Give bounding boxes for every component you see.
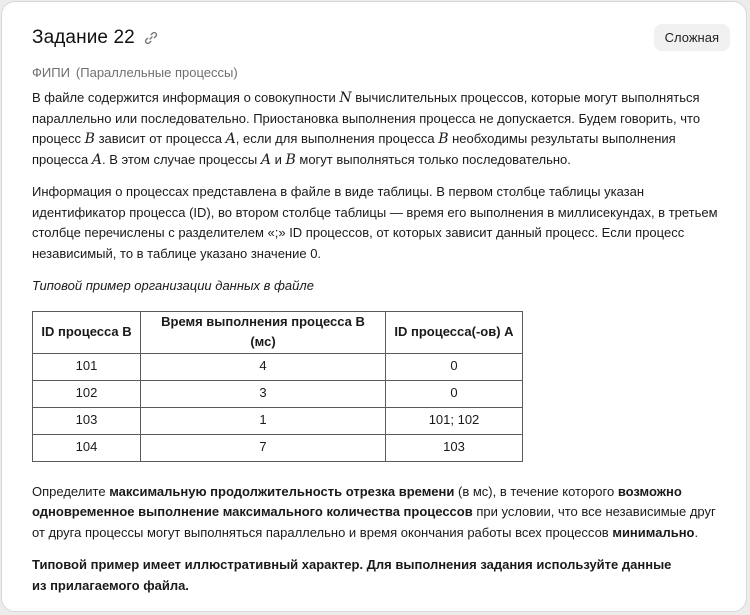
task-header xyxy=(32,24,730,51)
table-cell: 103 xyxy=(386,434,523,461)
source-name: ФИПИ xyxy=(32,65,70,80)
title-wrap xyxy=(32,27,158,49)
intro-text: , если для выполнения процесса xyxy=(235,131,439,146)
table-cell: 4 xyxy=(141,353,386,380)
note-text: Типовой пример имеет иллюстративный характер. Для выполнения задания используйте данные xyxy=(32,557,672,572)
question-text: от друга процессы могут выполняться параллельно и время окончания работы всех процессов xyxy=(32,524,613,540)
table-cell: 102 xyxy=(33,380,141,407)
difficulty-badge: Сложная xyxy=(654,24,730,51)
intro-text: В файле содержится информация о совокупности xyxy=(32,90,340,105)
table-cell: 1 xyxy=(141,407,386,434)
info-text: независимый, то в таблице указано значение 0. xyxy=(32,245,322,261)
intro-text: могут выполняться только последовательно. xyxy=(295,151,571,167)
table-cell: 0 xyxy=(386,353,523,380)
var-a: A xyxy=(225,131,236,147)
note-paragraph xyxy=(32,555,732,596)
info-text: столбце перечислены с разделителем «;» ID процессов, от которых зависит данный процесс. Если процесс xyxy=(32,225,685,240)
task-content xyxy=(32,88,732,596)
table-cell: 3 xyxy=(141,380,386,407)
task-title: Задание 22 xyxy=(32,26,135,48)
intro-text: зависит от процесса xyxy=(94,131,226,146)
intro-text: и xyxy=(270,151,286,167)
question-bold: возможно xyxy=(617,483,682,499)
intro-paragraph xyxy=(32,88,732,170)
question-text: (в мс), в течение которого xyxy=(454,483,618,499)
question-text: . xyxy=(694,524,699,540)
var-n: N xyxy=(339,90,352,106)
intro-text: вычислительных процессов, которые могут выполняться xyxy=(351,90,700,105)
info-text: Информация о процессах представлена в файле в виде таблицы. В первом столбце таблицы указан xyxy=(32,184,645,199)
var-b: B xyxy=(84,131,95,147)
intro-text: параллельно или последовательно. Приостановка выполнения процесса не допускается. Будем говорить, что xyxy=(32,110,701,126)
table-row xyxy=(33,434,523,461)
link-icon[interactable] xyxy=(144,31,158,45)
var-b: B xyxy=(285,151,296,168)
table-cell: 0 xyxy=(386,380,523,407)
question-paragraph xyxy=(32,482,732,544)
table-row xyxy=(33,407,523,434)
question-bold: максимальную продолжительность отрезка времени xyxy=(109,483,455,499)
table-row xyxy=(33,353,523,380)
table-cell: 7 xyxy=(141,434,386,461)
table-cell: 104 xyxy=(33,434,141,461)
table-header-row xyxy=(33,311,523,353)
example-table xyxy=(32,311,523,462)
column-header: ID процесса(-ов) A xyxy=(386,311,523,353)
question-text: при условии, что все независимые друг xyxy=(472,504,716,519)
table-caption: Типовой пример организации данных в файле xyxy=(32,278,314,293)
source-topic: (Параллельные процессы) xyxy=(75,65,238,80)
question-bold: минимально xyxy=(612,524,695,540)
var-a: A xyxy=(91,151,102,168)
intro-text: процесса xyxy=(32,151,92,167)
var-a: A xyxy=(260,151,271,168)
question-bold: одновременное выполнение максимального количества процессов xyxy=(32,504,473,519)
column-header: Время выполнения процесса B (мс) xyxy=(141,311,386,353)
note-text: из прилагаемого файла. xyxy=(32,577,189,593)
info-text: идентификатор процесса (ID), во втором столбце таблицы — время его выполнения в миллисекундах, в третьем xyxy=(32,204,718,220)
table-cell: 101 xyxy=(33,353,141,380)
task-card xyxy=(1,1,747,612)
question-text: Определите xyxy=(32,483,110,499)
column-header: ID процесса B xyxy=(33,311,141,353)
table-cell: 103 xyxy=(33,407,141,434)
table-cell: 101; 102 xyxy=(386,407,523,434)
table-row xyxy=(33,380,523,407)
info-paragraph xyxy=(32,182,732,264)
task-source xyxy=(32,65,238,80)
var-b: B xyxy=(438,131,449,147)
intro-text: . В этом случае процессы xyxy=(102,151,261,167)
intro-text: процесс xyxy=(32,131,85,146)
intro-text: необходимы результаты выполнения xyxy=(448,131,676,146)
